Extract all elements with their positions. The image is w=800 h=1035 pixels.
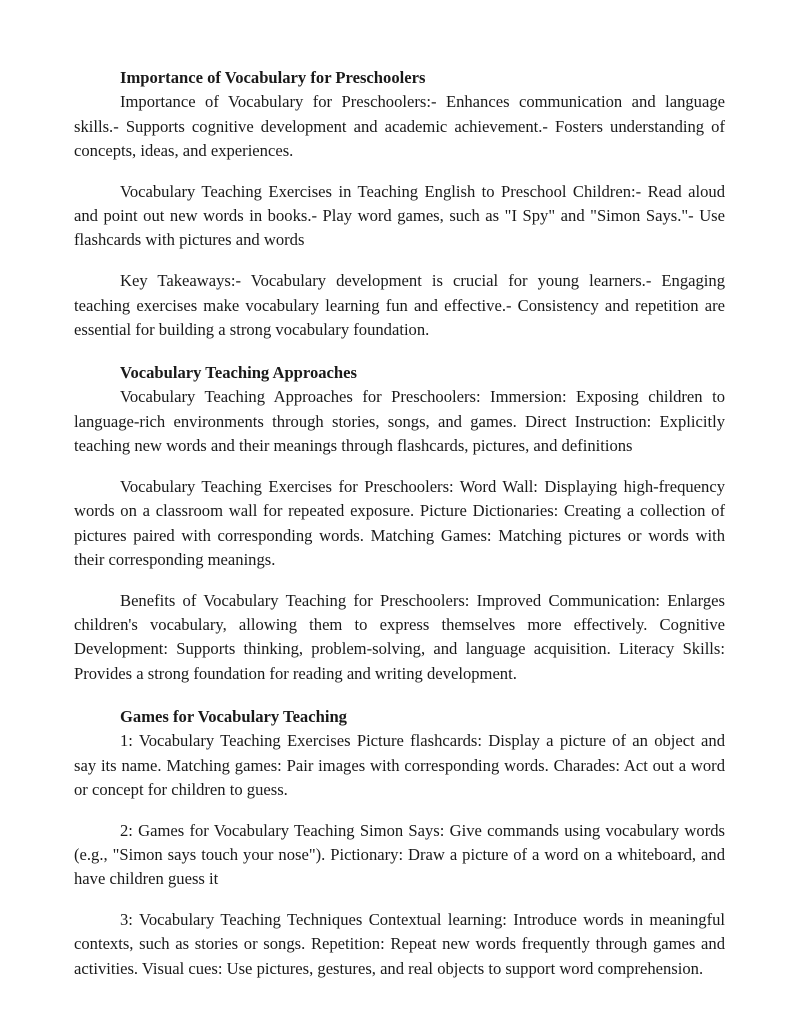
paragraph: Vocabulary Teaching Approaches for Preschoolers: Immersion: Exposing children to language-rich environments through stories, songs, and games. Direct Instruction: Explicitly teaching new words and their meanings through flashcards, pictures, and definitions [74,387,725,456]
paragraph: 3: Vocabulary Teaching Techniques Contextual learning: Introduce words in meaningful contexts, such as stories or songs. Repetition: Repeat new words frequently through games and activities. Visual cues: Use pictures, gestures, and real objects to support word comprehension. [74,910,725,978]
paragraph: 1: Vocabulary Teaching Exercises Picture flashcards: Display a picture of an object and say its name. Matching games: Pair images with corresponding words. Charades: Act out a word or concept for children to guess. [74,731,725,799]
document-page [74,66,725,981]
paragraph: Benefits of Vocabulary Teaching for Preschoolers: Improved Communication: Enlarges children's vocabulary, allowing them to express themselves more effectively. Cognitive Development: Supports thinking, problem-solving, and language acquisition. Literacy Skills: Provides a strong foundation for reading and writing development. [74,590,725,683]
paragraph: Key Takeaways:- Vocabulary development is crucial for young learners.- Engaging teaching exercises make vocabulary learning fun and effective.- Consistency and repetition are essential for building a strong vocabulary foundation. [74,271,725,339]
paragraph: Vocabulary Teaching Exercises for Preschoolers: Word Wall: Displaying high-frequency words on a classroom wall for repeated exposure. Picture Dictionaries: Creating a collection of pictures paired with corresponding words. Matching Games: Matching pictures or words with their corresponding meanings. [74,476,725,569]
paragraph: Importance of Vocabulary for Preschoolers:- Enhances communication and language skills.- Supports cognitive development and academic achievement.- Fosters understanding of concepts, ideas, and experiences. [74,92,725,160]
paragraph: Vocabulary Teaching Exercises in Teaching English to Preschool Children:- Read aloud and point out new words in books.- Play word games, such as "I Spy" and "Simon Says."- Use flashcards with pictures and words [74,181,725,250]
section-teaching-approaches [74,361,725,686]
section-heading: Vocabulary Teaching Approaches [120,363,357,383]
section-heading: Games for Vocabulary Teaching [120,706,347,726]
section-heading: Importance of Vocabulary for Preschoolers [120,68,426,87]
section-vocabulary-games [74,705,725,981]
paragraph: 2: Games for Vocabulary Teaching Simon Says: Give commands using vocabulary words (e.g., "Simon says touch your nose"). Pictionary: Draw a picture of a word on a whiteboard, and have children guess it [74,820,725,889]
section-vocabulary-importance [74,66,725,342]
